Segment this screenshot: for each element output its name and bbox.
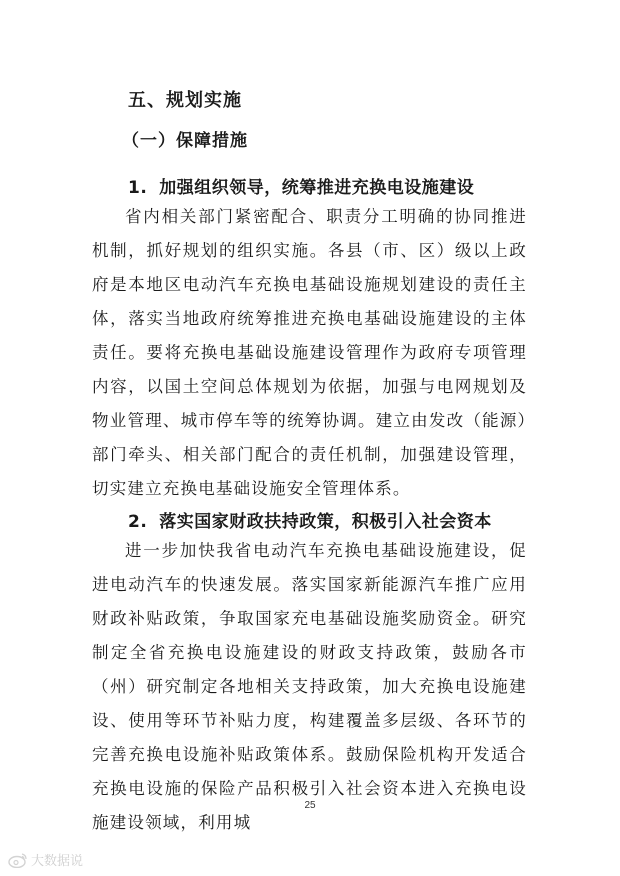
subsection-title: （一）保障措施 — [122, 131, 248, 151]
section-title: 五、规划实施 — [128, 90, 242, 111]
item-heading-1 — [128, 173, 474, 198]
item-body-2: 进一步加快我省电动汽车充换电基础设施建设，促进电动汽车的快速发展。落实国家新能源汽车推广应用财政补贴政策，争取国家充电基础设施奖励资金。研究制定全省充换电设施建设的财政支持政策，鼓励各市（州）研究制定各地相关支持政策，加大充换电设施建设、使用等环节补贴力度，构建覆盖多层级、各环节的完善充换电设施补贴政策体系。鼓励保险机构开发适合充换电设施的保险产品积极引入社会资本进入充换电设施建设领域，利用城 — [92, 541, 527, 832]
weibo-logo-icon — [8, 852, 28, 868]
watermark — [8, 850, 83, 869]
page-number: 25 — [304, 800, 316, 811]
item-heading-2 — [128, 507, 492, 532]
item-heading-text-1: 加强组织领导，统筹推进充换电设施建设 — [159, 178, 475, 198]
watermark-text: 大数据说 — [31, 854, 84, 869]
item-number-1: 1. — [128, 178, 148, 198]
item-number-2: 2. — [128, 512, 148, 532]
item-body-1: 省内相关部门紧密配合、职责分工明确的协同推进机制，抓好规划的组织实施。各县（市、区）级以上政府是本地区电动汽车充换电基础设施规划建设的责任主体，落实当地政府统筹推进充换电基础设施建设的主体责任。要将充换电基础设施建设管理作为政府专项管理内容，以国土空间总体规划为依据，加强与电网规划及物业管理、城市停车等的统筹协调。建立由发改（能源）部门牵头、相关部门配合的责任机制，加强建设管理，切实建立充换电基础设施安全管理体系。 — [92, 207, 527, 498]
item-heading-text-2: 落实国家财政扶持政策，积极引入社会资本 — [159, 512, 492, 532]
